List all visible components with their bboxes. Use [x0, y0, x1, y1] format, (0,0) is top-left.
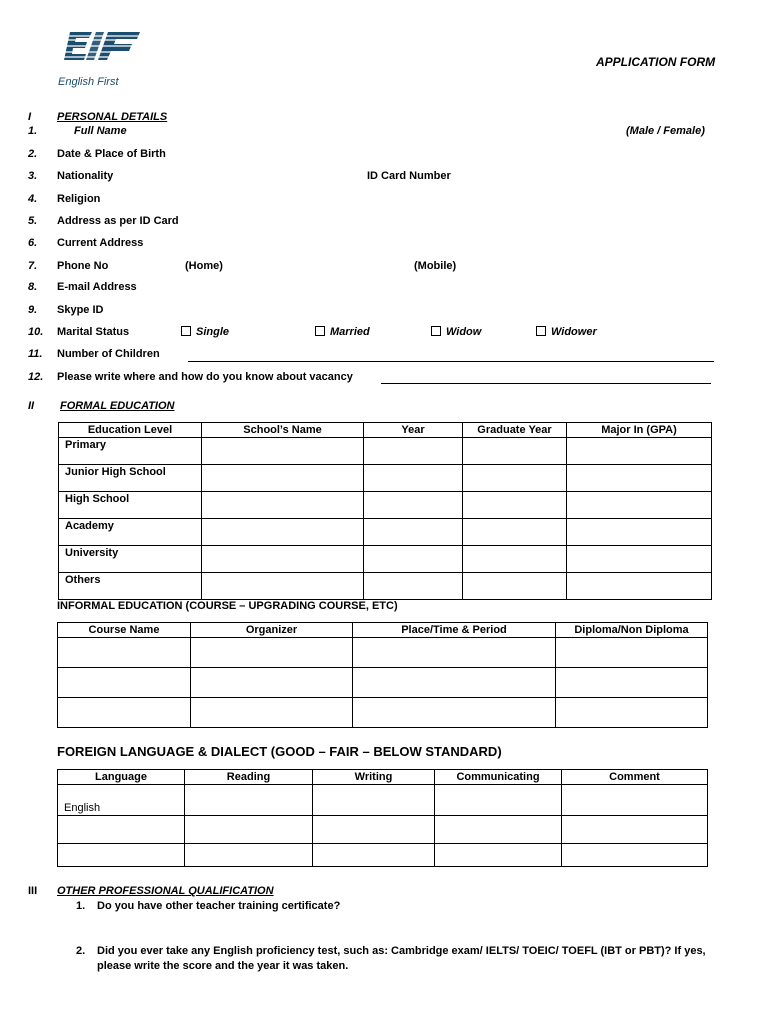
- table-row: [58, 668, 708, 698]
- table-cell[interactable]: [185, 844, 313, 867]
- email-label: E-mail Address: [57, 281, 137, 293]
- single-checkbox[interactable]: [181, 326, 191, 336]
- widower-checkbox[interactable]: [536, 326, 546, 336]
- table-cell[interactable]: [556, 638, 708, 668]
- column-header: Organizer: [191, 623, 353, 638]
- table-cell[interactable]: [364, 546, 463, 573]
- table-cell[interactable]: [58, 698, 191, 728]
- table-cell[interactable]: [567, 546, 712, 573]
- column-header: School’s Name: [202, 423, 364, 438]
- table-cell[interactable]: [185, 785, 313, 816]
- table-row: [58, 638, 708, 668]
- single-option[interactable]: Single: [181, 326, 229, 338]
- table-cell[interactable]: [556, 698, 708, 728]
- table-cell[interactable]: [353, 668, 556, 698]
- skype-label: Skype ID: [57, 304, 104, 316]
- religion-label: Religion: [57, 193, 101, 205]
- table-cell[interactable]: [567, 492, 712, 519]
- section-title-personal: PERSONAL DETAILS: [57, 111, 168, 123]
- section-number: II: [28, 400, 35, 412]
- education-level-cell: University: [59, 546, 202, 573]
- table-cell[interactable]: [435, 785, 562, 816]
- table-cell[interactable]: [463, 519, 567, 546]
- education-level-cell: Others: [59, 573, 202, 600]
- table-cell[interactable]: [191, 638, 353, 668]
- section-number: III: [28, 885, 38, 897]
- table-header-row: [59, 423, 712, 438]
- column-header: Graduate Year: [463, 423, 567, 438]
- column-header: Education Level: [59, 423, 202, 438]
- table-cell[interactable]: [58, 816, 185, 844]
- vacancy-question-label: Please write where and how do you know about vacancy: [57, 371, 353, 383]
- row-number: 9.: [28, 304, 38, 316]
- column-header: Reading: [185, 770, 313, 785]
- table-cell[interactable]: [191, 698, 353, 728]
- row-number: 8.: [28, 281, 38, 293]
- table-cell[interactable]: [364, 519, 463, 546]
- question-proficiency-test-line2: please write the score and the year it was taken.: [97, 960, 349, 972]
- column-header: Comment: [562, 770, 708, 785]
- column-header: Communicating: [435, 770, 562, 785]
- children-label: Number of Children: [57, 348, 160, 360]
- table-cell[interactable]: [567, 573, 712, 600]
- table-cell[interactable]: [562, 844, 708, 867]
- column-header: Course Name: [58, 623, 191, 638]
- row-number: 10.: [28, 326, 44, 338]
- question-number: 2.: [76, 945, 86, 957]
- table-cell[interactable]: [562, 785, 708, 816]
- education-level-cell: High School: [59, 492, 202, 519]
- table-cell[interactable]: [185, 816, 313, 844]
- table-cell[interactable]: [463, 546, 567, 573]
- column-header: Language: [58, 770, 185, 785]
- table-cell[interactable]: [562, 816, 708, 844]
- table-cell[interactable]: [202, 573, 364, 600]
- education-level-cell: Junior High School: [59, 465, 202, 492]
- table-row: [59, 492, 712, 519]
- table-cell[interactable]: [58, 638, 191, 668]
- table-cell[interactable]: [463, 573, 567, 600]
- vacancy-answer-line[interactable]: [381, 383, 711, 384]
- row-number: 7.: [28, 260, 38, 272]
- table-cell[interactable]: [364, 492, 463, 519]
- children-answer-line[interactable]: [188, 361, 714, 362]
- table-cell[interactable]: [202, 438, 364, 465]
- education-level-cell: Academy: [59, 519, 202, 546]
- married-checkbox[interactable]: [315, 326, 325, 336]
- question-proficiency-test: Did you ever take any English proficiency test, such as: Cambridge exam/ IELTS/ TOEIC/ TOEFL (IBT or PBT)? If yes,: [97, 945, 706, 957]
- table-row: [58, 816, 708, 844]
- row-number: 11.: [28, 348, 43, 360]
- marital-status-label: Marital Status: [57, 326, 130, 338]
- table-row: [59, 546, 712, 573]
- column-header: Year: [364, 423, 463, 438]
- table-row: [59, 573, 712, 600]
- table-cell[interactable]: [313, 816, 435, 844]
- table-cell[interactable]: [313, 785, 435, 816]
- table-cell[interactable]: [463, 438, 567, 465]
- table-header-row: [58, 623, 708, 638]
- foreign-language-title: FOREIGN LANGUAGE & DIALECT (GOOD – FAIR – BELOW STANDARD): [57, 744, 502, 759]
- table-cell[interactable]: [313, 844, 435, 867]
- birth-label: Date & Place of Birth: [57, 148, 166, 160]
- widow-option[interactable]: Widow: [431, 326, 481, 338]
- table-cell[interactable]: [364, 438, 463, 465]
- table-row: [58, 785, 708, 816]
- table-cell[interactable]: [567, 519, 712, 546]
- current-address-label: Current Address: [57, 237, 144, 249]
- table-cell[interactable]: [58, 668, 191, 698]
- table-cell[interactable]: [463, 465, 567, 492]
- question-training-certificate: Do you have other teacher training certificate?: [97, 900, 341, 912]
- table-cell[interactable]: [435, 816, 562, 844]
- formal-education-table: [58, 422, 712, 600]
- table-cell[interactable]: [202, 492, 364, 519]
- table-cell[interactable]: [435, 844, 562, 867]
- widow-checkbox[interactable]: [431, 326, 441, 336]
- row-number: 1.: [28, 125, 38, 137]
- id-address-label: Address as per ID Card: [57, 215, 179, 227]
- table-cell[interactable]: [463, 492, 567, 519]
- table-cell[interactable]: [58, 844, 185, 867]
- table-row: [58, 844, 708, 867]
- section-title-professional: OTHER PROFESSIONAL QUALIFICATION: [57, 885, 274, 897]
- table-cell[interactable]: [567, 438, 712, 465]
- education-level-cell: Primary: [59, 438, 202, 465]
- language-cell: English: [58, 785, 185, 816]
- full-name-label: Full Name: [74, 125, 127, 137]
- column-header: Place/Time & Period: [353, 623, 556, 638]
- column-header: Writing: [313, 770, 435, 785]
- table-header-row: [58, 770, 708, 785]
- table-cell[interactable]: [353, 698, 556, 728]
- table-cell[interactable]: [202, 465, 364, 492]
- row-number: 4.: [28, 193, 38, 205]
- table-cell[interactable]: [567, 465, 712, 492]
- question-number: 1.: [76, 900, 86, 912]
- table-row: [59, 438, 712, 465]
- married-option[interactable]: Married: [315, 326, 370, 338]
- informal-education-table: [57, 622, 708, 728]
- widower-option[interactable]: Widower: [536, 326, 597, 338]
- row-number: 5.: [28, 215, 38, 227]
- table-row: [59, 465, 712, 492]
- table-cell[interactable]: [202, 546, 364, 573]
- row-number: 3.: [28, 170, 38, 182]
- table-row: [59, 519, 712, 546]
- column-header: Diploma/Non Diploma: [556, 623, 708, 638]
- informal-education-title: INFORMAL EDUCATION (COURSE – UPGRADING COURSE, ETC): [57, 600, 398, 612]
- form-title: APPLICATION FORM: [596, 55, 716, 69]
- table-cell[interactable]: [353, 638, 556, 668]
- table-cell[interactable]: [556, 668, 708, 698]
- table-cell[interactable]: [202, 519, 364, 546]
- row-number: 6.: [28, 237, 38, 249]
- phone-home-label: (Home): [185, 260, 223, 272]
- phone-mobile-label: (Mobile): [414, 260, 457, 272]
- row-number: 2.: [28, 148, 38, 160]
- logo-caption: English First: [58, 76, 119, 88]
- nationality-label: Nationality: [57, 170, 114, 182]
- phone-label: Phone No: [57, 260, 109, 272]
- table-cell[interactable]: [191, 668, 353, 698]
- section-title-formal: FORMAL EDUCATION: [60, 400, 175, 412]
- table-cell[interactable]: [364, 465, 463, 492]
- column-header: Major In (GPA): [567, 423, 712, 438]
- row-number: 12.: [28, 371, 44, 383]
- table-row: [58, 698, 708, 728]
- gender-label: (Male / Female): [626, 125, 705, 137]
- table-cell[interactable]: [364, 573, 463, 600]
- foreign-language-table: [57, 769, 708, 867]
- id-card-label: ID Card Number: [367, 170, 451, 182]
- section-number: I: [28, 111, 32, 123]
